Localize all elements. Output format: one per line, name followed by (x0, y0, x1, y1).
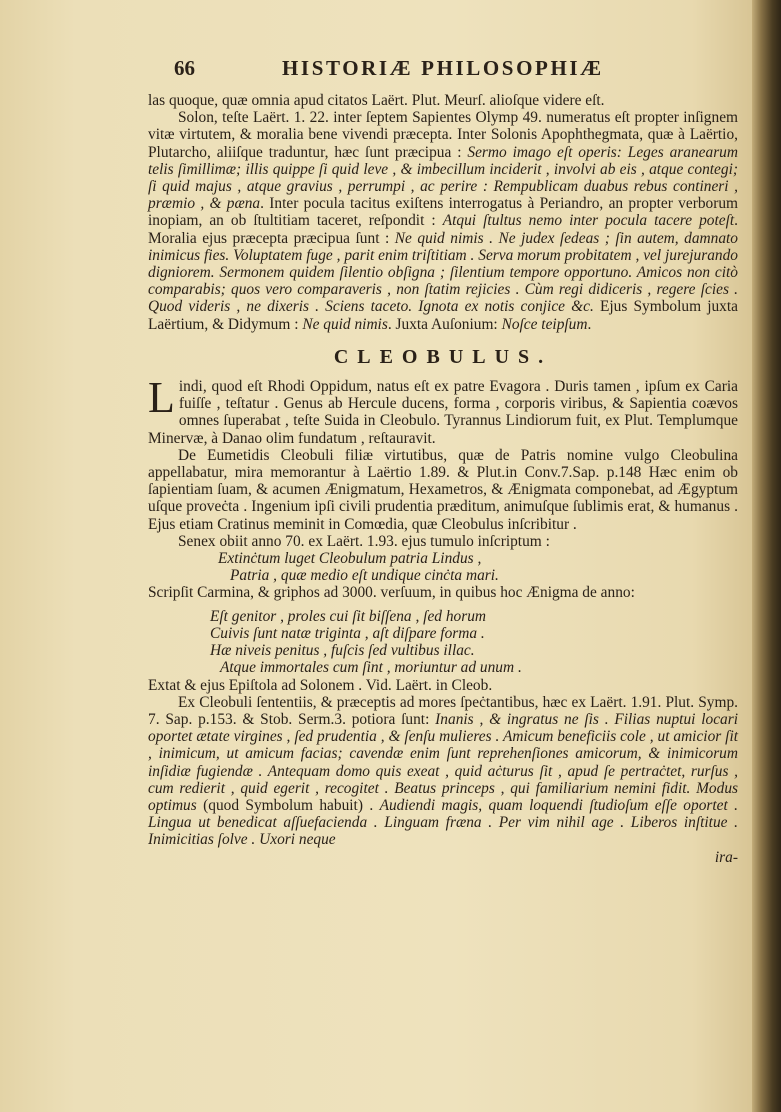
riddle-line-4: Atque immortales cum ſint , moriuntur ad unum . (220, 659, 522, 677)
cleobulus-paragraph-5: Extat & ejus Epiſtola ad Solonem . Vid. Laërt. in Cleob. (148, 676, 493, 694)
text-block (148, 58, 738, 866)
cleobulus-paragraph-3: Senex obiit anno 70. ex Laërt. 1.93. ejus tumulo inſcriptum : (178, 532, 550, 550)
running-title: HISTORIÆ PHILOSOPHIÆ (282, 56, 604, 80)
solon-paragraph-1: las quoque, quæ omnia apud citatos Laërt. Plut. Meurſ. alioſque videre eſt. (148, 92, 605, 109)
cleobulus-paragraph-6: Ex Cleobuli ſententiis, & præceptis ad mores ſpeċtantibus, hæc ex Laërt. 1.91. Plut. Symp. 7. Sap. p.153. & Stob. Serm.3. potiora ſunt: Inanis , & ingratus ne ſis . Filias nuptui locari oportet ætate virgines , ſed prudentia , & ſenſu mulieres . Amicum beneficiis cole , ut amicior ſit , inimicum, ut amicum facias; cavendæ enim ſunt reprehenſiones amicorum, & inimicorum inſidiæ fugiendæ . Antequam domo quis exeat , quid aċturus ſit , apud ſe pertraċtet, rurſus , cum redierit , quid egerit , recogitet . Beatus princeps , qui familiarium nemini fidit. Modus optimus (quod Symbolum habuit) . Audiendi magis, quam loquendi ſtudioſum eſſe oportet . Lingua ut benedicat aſſuefacienda . Linguam fræna . Per vim nihil age . Liberos inſtitue . Inimicitias ſolve . Uxori neque (148, 693, 738, 849)
solon-paragraph-2: Solon, teſte Laërt. 1. 22. inter ſeptem Sapientes Olymp 49. numeratus eſt propter inſignem vitæ virtutem, & moralia bene vivendi præcepta. Inter Solonis Apophthegmata, quæ à Laërtio, Plutarcho, aliiſque traduntur, hæc ſunt præcipua : Sermo imago eſt operis: Leges aranearum telis ſimillimæ; illis quippe ſi quid leve , & imbecillum inciderit , involvi ab eis , atque contegi; ſi quid majus , atque gravius , perrumpi , ac perire : Rempublicam duabus rebus contineri , præmio , & pæna. Inter pocula tacitus exiſtens interrogatus à Periandro, an propter verborum inopiam, an ob ſtultitiam taceret, reſpondit : Atqui ſtultus nemo inter pocula tacere poteſt. Moralia ejus præcepta præcipua ſunt : Ne quid nimis . Ne judex ſedeas ; ſin autem, damnato inimicus fies. Voluptatem fuge , parit enim triſtitiam . Serva morum probitatem , vel jurejurando digniorem. Sermonem quidem ſilentio obſigna ; ſilentium tempore opportuno. Amicos non citò comparabis; quos vero comparaveris , non ſtatim rejicies . Cùm regi didiceris , regere ſcies . Quod videris , ne dixeris . Sciens taceto. Ignota ex notis conjice &c. Ejus Symbolum juxta Laërtium, & Didymum : Ne quid nimis. Juxta Auſonium: Noſce teipſum. (148, 109, 739, 333)
book-gutter (752, 0, 781, 1112)
epitaph-line-2: Patria , quæ medio eſt undique cinċta mari. (230, 567, 499, 585)
cleobulus-paragraph-2: De Eumetidis Cleobuli filiæ virtutibus, quæ de Patris nomine vulgo Cleobulina appellabatur, mira memorantur à Laërtio 1.89. & Plut.in Conv.7.Sap. p.148 Hæc enim ob ſapientiam ſuam, & acumen Ænigmatum, Hexametros, & Ænigmata componebat, ad Ægyptum uſque proveċta . Ingenium ipſi civili prudentia præditum, animuſque ſublimis erat, & humanus . Ejus etiam Cratinus meminit in Comœdia, quæ Cleobulus inſcribitur . (148, 446, 738, 533)
cleobulus-paragraph-1: Lindi, quod eſt Rhodi Oppidum, natus eſt ex patre Evagora . Duris tamen , ipſum ex Caria fuiſſe , teſtatur . Genus ab Hercule ducens, forma , corporis viribus, & Sapientia coævos omnes ſuperabat , teſte Suida in Cleobulo. Tyrannus Lindiorum fuit, ex Plut. Templumque Minervæ, à Danao olim fundatum , reſtauravit. (148, 373, 738, 447)
epitaph-line-1: Extinċtum luget Cleobulum patria Lindus , (218, 550, 482, 568)
cleobulus-paragraph-4: Scripſit Carmina, & griphos ad 3000. verſuum, in quibus hoc Ænigma de anno: (148, 584, 635, 602)
riddle-line-2: Cuivis ſunt natæ triginta , aſt diſpare forma . (210, 624, 485, 642)
page-header (148, 58, 738, 92)
section-title: CLEOBULUS. (333, 345, 553, 368)
catchword: ira- (714, 848, 738, 866)
drop-cap: L (148, 373, 175, 423)
page-number: 66 (174, 56, 195, 80)
riddle-line-3: Hæ niveis penitus , fuſcis ſed vultibus illac. (210, 642, 475, 660)
riddle-line-1: Eſt genitor , proles cui ſit biſſena , ſed horum (210, 607, 487, 625)
